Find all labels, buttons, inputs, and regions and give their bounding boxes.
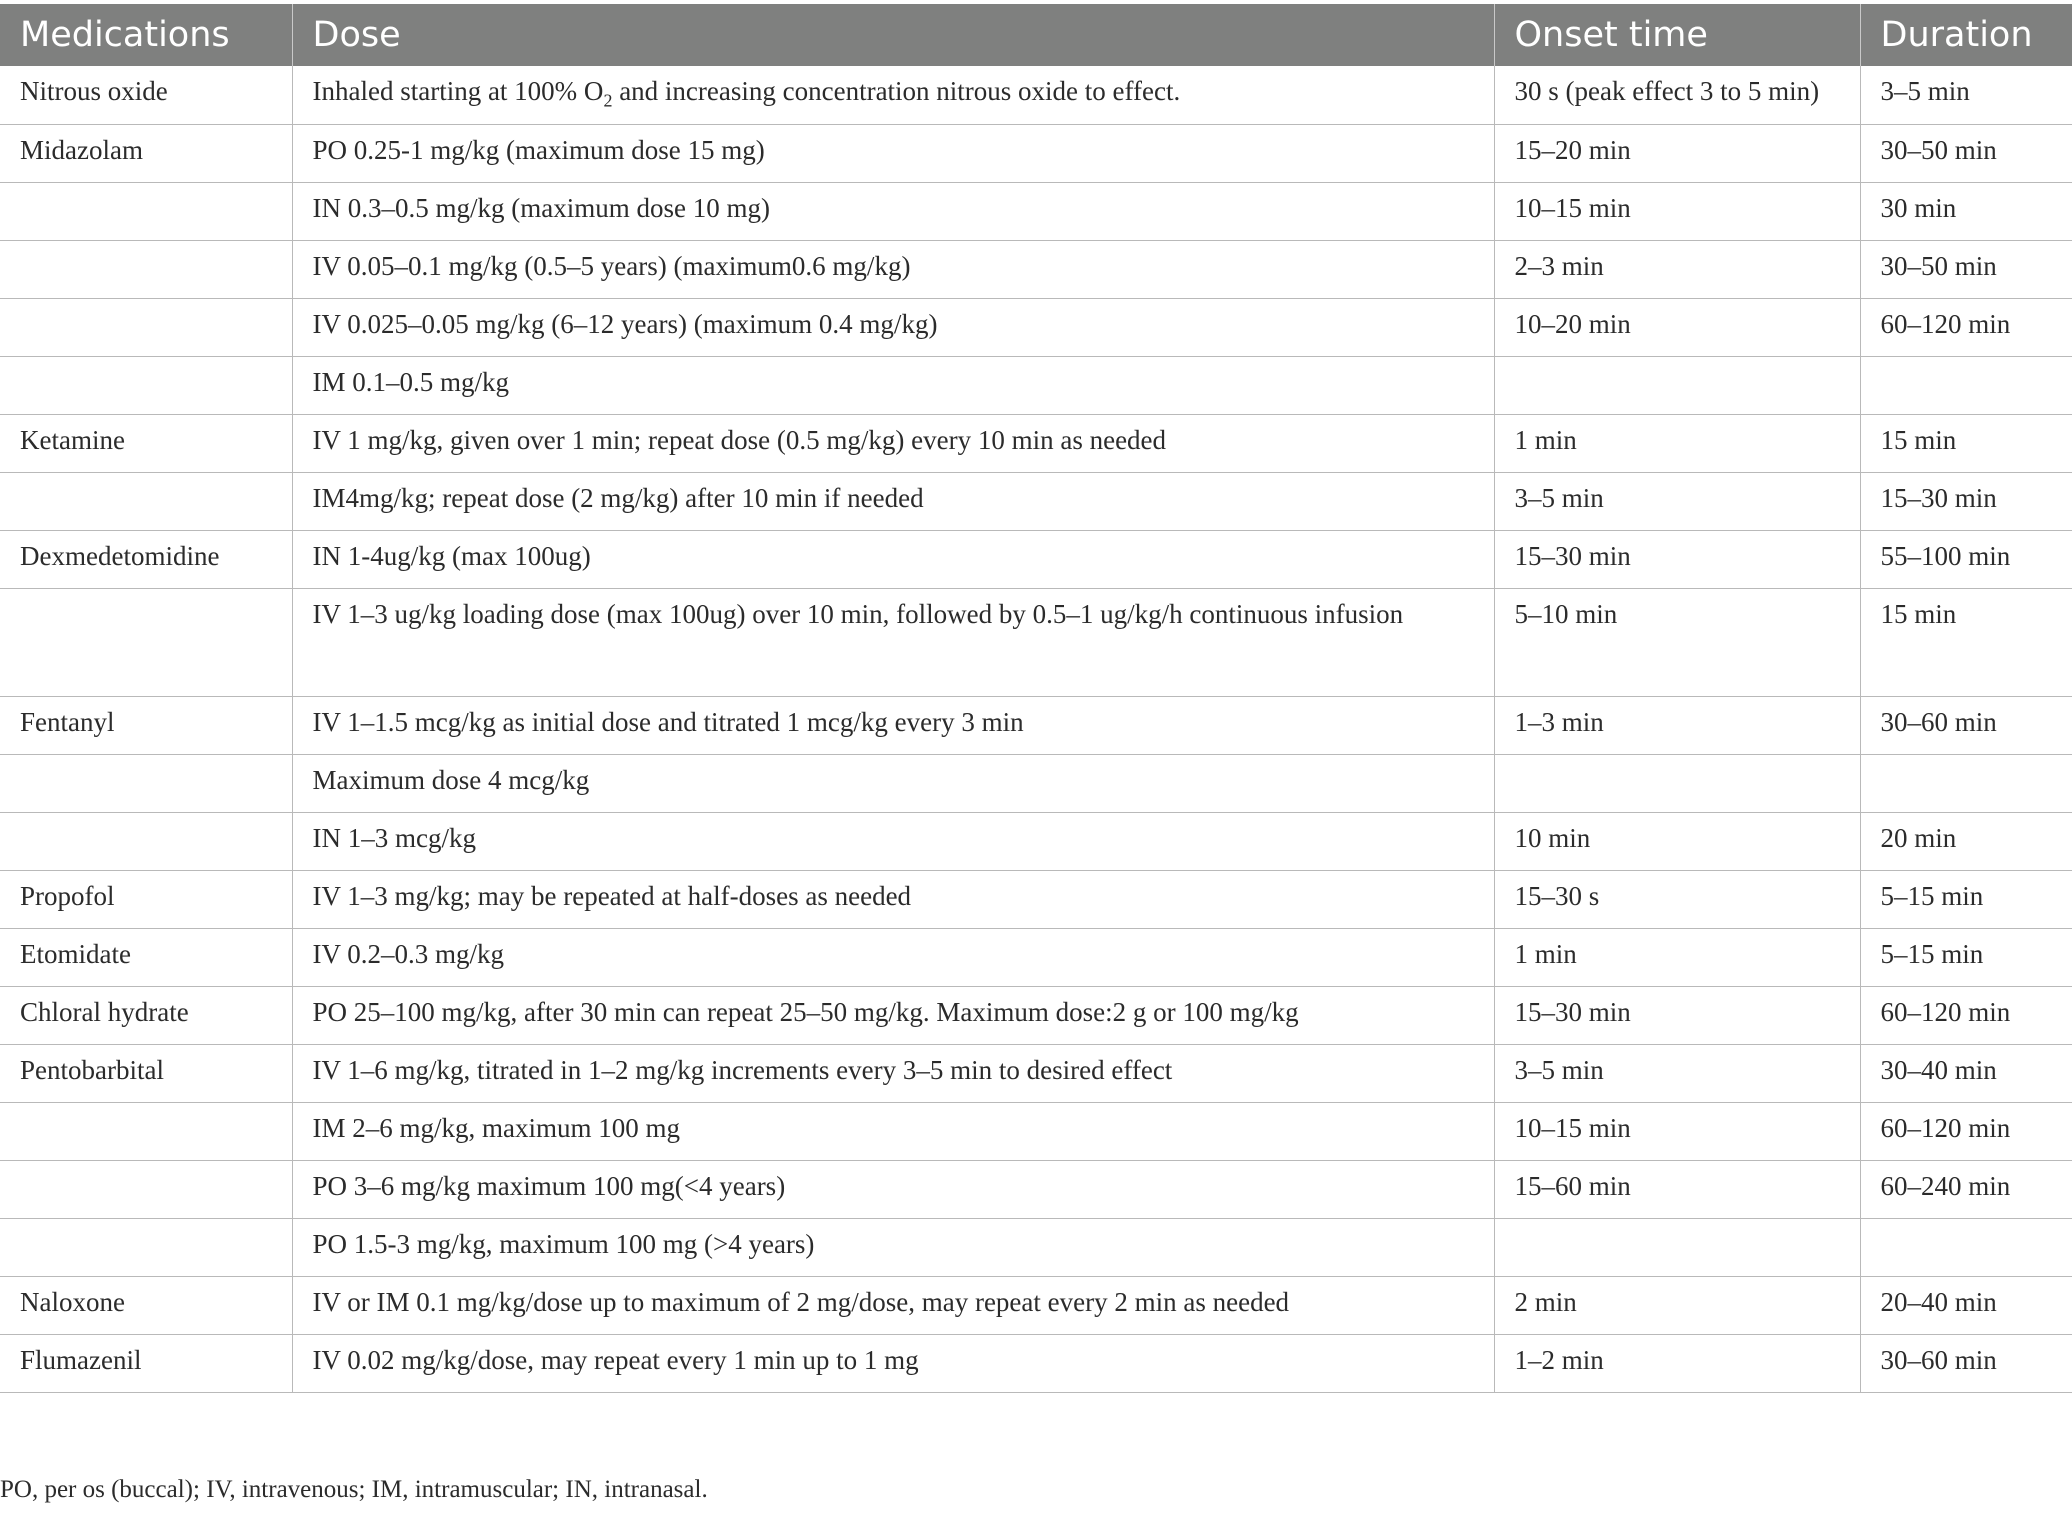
dose-cell [292, 66, 1494, 124]
duration-cell: 5–15 min [1860, 928, 2072, 986]
table-row [0, 696, 2072, 754]
medication-cell [0, 754, 292, 812]
onset-cell: 15–30 min [1494, 986, 1860, 1044]
table-row [0, 182, 2072, 240]
dose-cell: IV 0.02 mg/kg/dose, may repeat every 1 min up to 1 mg [292, 1334, 1494, 1392]
dose-cell: PO 3–6 mg/kg maximum 100 mg(<4 years) [292, 1160, 1494, 1218]
medication-cell: Dexmedetomidine [0, 530, 292, 588]
dose-cell: IV or IM 0.1 mg/kg/dose up to maximum of 2 mg/dose, may repeat every 2 min as needed [292, 1276, 1494, 1334]
medication-cell [0, 182, 292, 240]
onset-cell: 2 min [1494, 1276, 1860, 1334]
onset-cell: 1–2 min [1494, 1334, 1860, 1392]
medication-cell [0, 472, 292, 530]
table-row [0, 1218, 2072, 1276]
duration-cell [1860, 356, 2072, 414]
onset-cell: 3–5 min [1494, 1044, 1860, 1102]
dose-cell: IN 1-4ug/kg (max 100ug) [292, 530, 1494, 588]
onset-cell: 15–30 min [1494, 530, 1860, 588]
table-body [0, 66, 2072, 1392]
medication-cell: Midazolam [0, 124, 292, 182]
medication-cell: Pentobarbital [0, 1044, 292, 1102]
dose-subscript: 2 [603, 90, 613, 111]
table-row [0, 754, 2072, 812]
table-row [0, 472, 2072, 530]
onset-cell [1494, 754, 1860, 812]
medication-cell [0, 588, 292, 696]
duration-cell: 30–60 min [1860, 696, 2072, 754]
duration-cell: 30–50 min [1860, 240, 2072, 298]
medication-cell: Propofol [0, 870, 292, 928]
dose-cell: IV 1–3 ug/kg loading dose (max 100ug) over 10 min, followed by 0.5–1 ug/kg/h continuous infusion [292, 588, 1494, 696]
table-row [0, 812, 2072, 870]
medication-cell: Chloral hydrate [0, 986, 292, 1044]
table-row [0, 986, 2072, 1044]
onset-cell: 10–15 min [1494, 1102, 1860, 1160]
table-row [0, 870, 2072, 928]
duration-cell: 60–120 min [1860, 298, 2072, 356]
duration-cell: 5–15 min [1860, 870, 2072, 928]
dose-cell: IV 1–6 mg/kg, titrated in 1–2 mg/kg increments every 3–5 min to desired effect [292, 1044, 1494, 1102]
onset-cell: 1 min [1494, 414, 1860, 472]
dose-cell: PO 25–100 mg/kg, after 30 min can repeat 25–50 mg/kg. Maximum dose:2 g or 100 mg/kg [292, 986, 1494, 1044]
onset-cell: 15–30 s [1494, 870, 1860, 928]
medication-table-container [0, 4, 2072, 1393]
duration-cell: 20 min [1860, 812, 2072, 870]
table-row [0, 240, 2072, 298]
dose-cell: IN 1–3 mcg/kg [292, 812, 1494, 870]
table-row [0, 356, 2072, 414]
medication-cell: Ketamine [0, 414, 292, 472]
table-header [0, 4, 2072, 66]
duration-cell: 60–120 min [1860, 986, 2072, 1044]
dose-cell: IV 1–1.5 mcg/kg as initial dose and titrated 1 mcg/kg every 3 min [292, 696, 1494, 754]
duration-cell: 30–60 min [1860, 1334, 2072, 1392]
duration-cell [1860, 754, 2072, 812]
medication-cell [0, 812, 292, 870]
medication-cell: Fentanyl [0, 696, 292, 754]
onset-cell: 1–3 min [1494, 696, 1860, 754]
table-row [0, 1276, 2072, 1334]
dose-cell: IV 0.05–0.1 mg/kg (0.5–5 years) (maximum0.6 mg/kg) [292, 240, 1494, 298]
table-row [0, 66, 2072, 124]
onset-cell: 5–10 min [1494, 588, 1860, 696]
dose-cell: IM 2–6 mg/kg, maximum 100 mg [292, 1102, 1494, 1160]
header-medications: Medications [0, 4, 292, 66]
medication-cell [0, 1102, 292, 1160]
medication-cell [0, 1218, 292, 1276]
duration-cell: 60–120 min [1860, 1102, 2072, 1160]
medication-cell: Etomidate [0, 928, 292, 986]
medication-cell: Flumazenil [0, 1334, 292, 1392]
header-dose: Dose [292, 4, 1494, 66]
dose-cell: IV 1 mg/kg, given over 1 min; repeat dose (0.5 mg/kg) every 10 min as needed [292, 414, 1494, 472]
dose-cell: Maximum dose 4 mcg/kg [292, 754, 1494, 812]
table-row [0, 1160, 2072, 1218]
onset-cell: 10 min [1494, 812, 1860, 870]
table-row [0, 928, 2072, 986]
onset-cell [1494, 1218, 1860, 1276]
onset-cell [1494, 356, 1860, 414]
dose-text-pre: Inhaled starting at 100% O [312, 76, 604, 106]
duration-cell: 55–100 min [1860, 530, 2072, 588]
header-onset-time: Onset time [1494, 4, 1860, 66]
medication-cell [0, 1160, 292, 1218]
duration-cell: 3–5 min [1860, 66, 2072, 124]
medication-cell [0, 356, 292, 414]
dose-cell: IV 0.025–0.05 mg/kg (6–12 years) (maximum 0.4 mg/kg) [292, 298, 1494, 356]
onset-cell: 10–15 min [1494, 182, 1860, 240]
medication-cell [0, 240, 292, 298]
onset-cell: 10–20 min [1494, 298, 1860, 356]
table-row [0, 124, 2072, 182]
table-row [0, 1102, 2072, 1160]
duration-cell: 60–240 min [1860, 1160, 2072, 1218]
duration-cell: 15 min [1860, 588, 2072, 696]
table-row [0, 414, 2072, 472]
medication-cell [0, 298, 292, 356]
dose-cell: IV 0.2–0.3 mg/kg [292, 928, 1494, 986]
onset-cell: 30 s (peak effect 3 to 5 min) [1494, 66, 1860, 124]
header-duration: Duration [1860, 4, 2072, 66]
onset-cell: 2–3 min [1494, 240, 1860, 298]
onset-cell: 1 min [1494, 928, 1860, 986]
medication-cell: Nitrous oxide [0, 66, 292, 124]
dose-cell: IM4mg/kg; repeat dose (2 mg/kg) after 10 min if needed [292, 472, 1494, 530]
table-row [0, 530, 2072, 588]
duration-cell: 20–40 min [1860, 1276, 2072, 1334]
duration-cell: 30–50 min [1860, 124, 2072, 182]
medication-cell: Naloxone [0, 1276, 292, 1334]
duration-cell: 30–40 min [1860, 1044, 2072, 1102]
onset-cell: 15–60 min [1494, 1160, 1860, 1218]
table-row [0, 298, 2072, 356]
dose-cell: IM 0.1–0.5 mg/kg [292, 356, 1494, 414]
table-row [0, 1044, 2072, 1102]
onset-cell: 3–5 min [1494, 472, 1860, 530]
medication-table [0, 4, 2072, 1393]
dose-cell: PO 1.5-3 mg/kg, maximum 100 mg (>4 years) [292, 1218, 1494, 1276]
table-row [0, 588, 2072, 696]
table-footnote: PO, per os (buccal); IV, intravenous; IM, intramuscular; IN, intranasal. [0, 1476, 708, 1503]
onset-cell: 15–20 min [1494, 124, 1860, 182]
dose-cell: PO 0.25-1 mg/kg (maximum dose 15 mg) [292, 124, 1494, 182]
duration-cell: 15 min [1860, 414, 2072, 472]
dose-text-post: and increasing concentration nitrous oxide to effect. [612, 76, 1181, 106]
dose-cell: IN 0.3–0.5 mg/kg (maximum dose 10 mg) [292, 182, 1494, 240]
duration-cell [1860, 1218, 2072, 1276]
dose-cell: IV 1–3 mg/kg; may be repeated at half-doses as needed [292, 870, 1494, 928]
duration-cell: 15–30 min [1860, 472, 2072, 530]
table-row [0, 1334, 2072, 1392]
duration-cell: 30 min [1860, 182, 2072, 240]
